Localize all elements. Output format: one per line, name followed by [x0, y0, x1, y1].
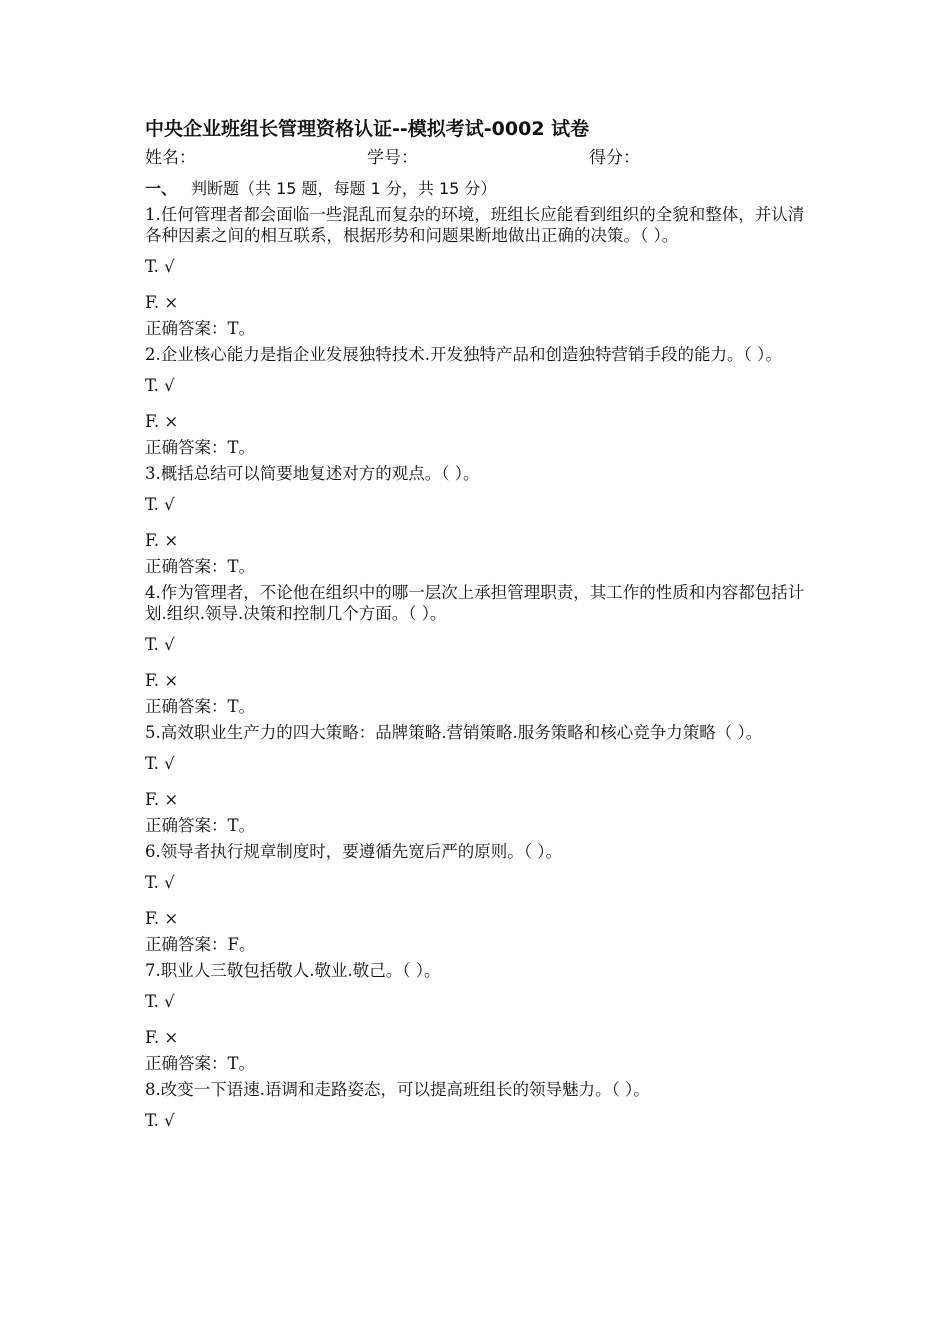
correct-answer: 正确答案：T。	[145, 438, 256, 457]
correct-answer: 正确答案：T。	[145, 319, 256, 338]
question-stem: 2.企业核心能力是指企业发展独特技术.开发独特产品和创造独特营销手段的能力。（ ）。	[145, 345, 782, 364]
name-field-label: 姓名：	[145, 148, 196, 168]
option-false: F. ×	[145, 1028, 179, 1047]
exam-page	[145, 116, 815, 1132]
question-item	[145, 960, 815, 1075]
question-item	[145, 722, 815, 837]
option-true: T. √	[145, 992, 175, 1011]
option-true: T. √	[145, 754, 175, 773]
option-false: F. ×	[145, 909, 179, 928]
question-item	[145, 582, 815, 718]
option-false: F. ×	[145, 531, 179, 550]
option-true: T. √	[145, 1111, 175, 1130]
option-true: T. √	[145, 376, 175, 395]
question-item	[145, 204, 815, 340]
section-number: 一、	[145, 179, 178, 198]
correct-answer: 正确答案：T。	[145, 1054, 256, 1073]
section-heading	[145, 178, 815, 200]
question-stem: 4.作为管理者，不论他在组织中的哪一层次上承担管理职责，其工作的性质和内容都包括计划.组织.领导.决策和控制几个方面。（ ）。	[145, 583, 805, 623]
question-stem: 7.职业人三敬包括敬人.敬业.敬己。（ ）。	[145, 961, 441, 980]
option-false: F. ×	[145, 412, 179, 431]
option-false: F. ×	[145, 671, 179, 690]
student-info-row	[145, 146, 815, 170]
question-item	[145, 1079, 815, 1132]
score-field-label: 得分：	[589, 148, 640, 168]
question-list	[145, 204, 815, 1132]
option-true: T. √	[145, 257, 175, 276]
question-item	[145, 344, 815, 459]
question-item	[145, 841, 815, 956]
question-stem: 1.任何管理者都会面临一些混乱而复杂的环境，班组长应能看到组织的全貌和整体，并认清各种因素之间的相互联系，根据形势和问题果断地做出正确的决策。（ ）。	[145, 205, 805, 245]
correct-answer: 正确答案：T。	[145, 816, 256, 835]
question-stem: 5.高效职业生产力的四大策略：品牌策略.营销策略.服务策略和核心竞争力策略（ ）。	[145, 723, 763, 742]
exam-title: 中央企业班组长管理资格认证--模拟考试-0002 试卷	[145, 118, 590, 140]
option-true: T. √	[145, 635, 175, 654]
student-id-field-label: 学号：	[367, 148, 418, 168]
option-true: T. √	[145, 495, 175, 514]
option-true: T. √	[145, 873, 175, 892]
option-false: F. ×	[145, 790, 179, 809]
question-item	[145, 463, 815, 578]
correct-answer: 正确答案：T。	[145, 557, 256, 576]
section-label: 判断题（共 15 题，每题 1 分，共 15 分）	[191, 179, 497, 198]
correct-answer: 正确答案：T。	[145, 697, 256, 716]
question-stem: 8.改变一下语速.语调和走路姿态，可以提高班组长的领导魅力。（ ）。	[145, 1080, 650, 1099]
question-stem: 6.领导者执行规章制度时，要遵循先宽后严的原则。（ ）。	[145, 842, 562, 861]
question-stem: 3.概括总结可以简要地复述对方的观点。（ ）。	[145, 464, 480, 483]
correct-answer: 正确答案：F。	[145, 935, 256, 954]
option-false: F. ×	[145, 293, 179, 312]
